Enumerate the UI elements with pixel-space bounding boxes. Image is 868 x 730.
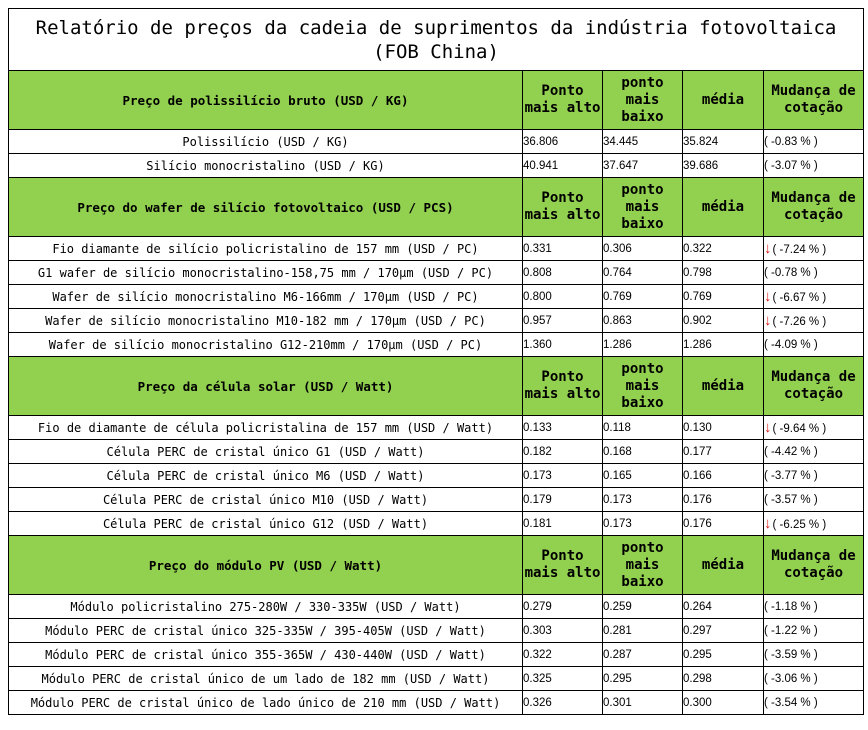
avg-price: 0.176 (683, 512, 764, 536)
table-row (9, 512, 864, 536)
low-price: 0.259 (603, 595, 683, 619)
table-row (9, 619, 864, 643)
low-price: 1.286 (603, 333, 683, 357)
down-arrow-icon: ↓ (764, 312, 772, 329)
high-price: 0.325 (523, 667, 603, 691)
col-header-change: Mudança de cotação (764, 71, 864, 130)
change-value: ( -4.42 % ) (764, 445, 818, 458)
avg-price: 0.300 (683, 691, 764, 715)
product-name: Wafer de silício monocristalino G12-210mm / 170μm (USD / PC) (9, 333, 523, 357)
high-price: 40.941 (523, 154, 603, 178)
high-price: 0.133 (523, 416, 603, 440)
price-change (764, 595, 864, 619)
change-value: ( -6.25 % ) (772, 519, 827, 531)
low-price: 0.769 (603, 285, 683, 309)
table-row (9, 309, 864, 333)
col-header-high: Ponto mais alto (523, 71, 603, 130)
price-change (764, 130, 864, 154)
product-name: Silício monocristalino (USD / KG) (9, 154, 523, 178)
low-price: 37.647 (603, 154, 683, 178)
low-price: 34.445 (603, 130, 683, 154)
avg-price: 0.177 (683, 440, 764, 464)
avg-price: 0.297 (683, 619, 764, 643)
avg-price: 0.798 (683, 261, 764, 285)
price-report-table (8, 8, 864, 715)
section-header-row (9, 71, 864, 130)
high-price: 36.806 (523, 130, 603, 154)
down-arrow-icon: ↓ (764, 288, 772, 305)
table-row (9, 643, 864, 667)
report-title: Relatório de preços da cadeia de suprimentos da indústria fotovoltaica (FOB China) (9, 9, 864, 71)
low-price: 0.301 (603, 691, 683, 715)
price-change (764, 237, 864, 261)
section-title: Preço do wafer de silício fotovoltaico (USD / PCS) (9, 178, 523, 237)
low-price: 0.306 (603, 237, 683, 261)
price-change (764, 464, 864, 488)
col-header-change: Mudança de cotação (764, 357, 864, 416)
low-price: 0.173 (603, 488, 683, 512)
product-name: Módulo PERC de cristal único 355-365W / 430-440W (USD / Watt) (9, 643, 523, 667)
avg-price: 35.824 (683, 130, 764, 154)
product-name: Polissilício (USD / KG) (9, 130, 523, 154)
table-row (9, 416, 864, 440)
high-price: 0.800 (523, 285, 603, 309)
low-price: 0.281 (603, 619, 683, 643)
avg-price: 1.286 (683, 333, 764, 357)
col-header-avg: média (683, 178, 764, 237)
price-change (764, 643, 864, 667)
low-price: 0.287 (603, 643, 683, 667)
high-price: 0.279 (523, 595, 603, 619)
product-name: Wafer de silício monocristalino M10-182 mm / 170μm (USD / PC) (9, 309, 523, 333)
price-change (764, 488, 864, 512)
product-name: Célula PERC de cristal único M10 (USD / Watt) (9, 488, 523, 512)
report-body (9, 9, 864, 715)
col-header-low: ponto mais baixo (603, 536, 683, 595)
high-price: 0.181 (523, 512, 603, 536)
avg-price: 0.166 (683, 464, 764, 488)
table-row (9, 285, 864, 309)
col-header-avg: média (683, 536, 764, 595)
change-value: ( -4.09 % ) (764, 338, 818, 351)
change-value: ( -0.78 % ) (764, 266, 818, 279)
product-name: Fio de diamante de célula policristalina de 157 mm (USD / Watt) (9, 416, 523, 440)
price-change (764, 154, 864, 178)
low-price: 0.764 (603, 261, 683, 285)
col-header-low: ponto mais baixo (603, 71, 683, 130)
high-price: 0.326 (523, 691, 603, 715)
price-change (764, 512, 864, 536)
section-header-row (9, 357, 864, 416)
avg-price: 0.298 (683, 667, 764, 691)
table-row (9, 130, 864, 154)
avg-price: 0.176 (683, 488, 764, 512)
table-row (9, 237, 864, 261)
product-name: Módulo PERC de cristal único de um lado de 182 mm (USD / Watt) (9, 667, 523, 691)
change-value: ( -9.64 % ) (772, 423, 827, 435)
section-title: Preço da célula solar (USD / Watt) (9, 357, 523, 416)
section-header-row (9, 536, 864, 595)
high-price: 0.182 (523, 440, 603, 464)
change-value: ( -7.24 % ) (772, 244, 827, 256)
low-price: 0.168 (603, 440, 683, 464)
section-title: Preço do módulo PV (USD / Watt) (9, 536, 523, 595)
price-change (764, 333, 864, 357)
title-row (9, 9, 864, 71)
change-value: ( -7.26 % ) (772, 316, 827, 328)
low-price: 0.295 (603, 667, 683, 691)
change-value: ( -1.18 % ) (764, 600, 818, 613)
price-change (764, 416, 864, 440)
col-header-high: Ponto mais alto (523, 536, 603, 595)
col-header-low: ponto mais baixo (603, 357, 683, 416)
high-price: 0.179 (523, 488, 603, 512)
price-change (764, 261, 864, 285)
price-change (764, 667, 864, 691)
col-header-change: Mudança de cotação (764, 178, 864, 237)
col-header-high: Ponto mais alto (523, 357, 603, 416)
high-price: 0.331 (523, 237, 603, 261)
product-name: Célula PERC de cristal único M6 (USD / Watt) (9, 464, 523, 488)
col-header-avg: média (683, 71, 764, 130)
down-arrow-icon: ↓ (764, 419, 772, 436)
col-header-high: Ponto mais alto (523, 178, 603, 237)
low-price: 0.165 (603, 464, 683, 488)
table-row (9, 691, 864, 715)
high-price: 0.303 (523, 619, 603, 643)
product-name: Célula PERC de cristal único G1 (USD / Watt) (9, 440, 523, 464)
change-value: ( -1.22 % ) (764, 624, 818, 637)
avg-price: 0.769 (683, 285, 764, 309)
product-name: Wafer de silício monocristalino M6-166mm / 170μm (USD / PC) (9, 285, 523, 309)
avg-price: 0.902 (683, 309, 764, 333)
high-price: 0.173 (523, 464, 603, 488)
section-title: Preço de polissilício bruto (USD / KG) (9, 71, 523, 130)
table-row (9, 154, 864, 178)
col-header-avg: média (683, 357, 764, 416)
low-price: 0.118 (603, 416, 683, 440)
table-row (9, 595, 864, 619)
change-value: ( -3.57 % ) (764, 493, 818, 506)
col-header-low: ponto mais baixo (603, 178, 683, 237)
avg-price: 0.264 (683, 595, 764, 619)
section-header-row (9, 178, 864, 237)
price-change (764, 440, 864, 464)
product-name: Módulo policristalino 275-280W / 330-335W (USD / Watt) (9, 595, 523, 619)
change-value: ( -6.67 % ) (772, 292, 827, 304)
avg-price: 0.295 (683, 643, 764, 667)
product-name: Módulo PERC de cristal único de lado único de 210 mm (USD / Watt) (9, 691, 523, 715)
high-price: 0.808 (523, 261, 603, 285)
change-value: ( -3.54 % ) (764, 696, 818, 709)
change-value: ( -3.07 % ) (764, 159, 818, 172)
down-arrow-icon: ↓ (764, 515, 772, 532)
product-name: Célula PERC de cristal único G12 (USD / Watt) (9, 512, 523, 536)
low-price: 0.173 (603, 512, 683, 536)
table-row (9, 488, 864, 512)
low-price: 0.863 (603, 309, 683, 333)
table-row (9, 464, 864, 488)
high-price: 0.957 (523, 309, 603, 333)
avg-price: 39.686 (683, 154, 764, 178)
change-value: ( -3.59 % ) (764, 648, 818, 661)
table-row (9, 333, 864, 357)
table-row (9, 261, 864, 285)
avg-price: 0.322 (683, 237, 764, 261)
table-row (9, 440, 864, 464)
avg-price: 0.130 (683, 416, 764, 440)
table-row (9, 667, 864, 691)
product-name: G1 wafer de silício monocristalino-158,75 mm / 170μm (USD / PC) (9, 261, 523, 285)
change-value: ( -3.77 % ) (764, 469, 818, 482)
price-change (764, 309, 864, 333)
price-change (764, 691, 864, 715)
product-name: Fio diamante de silício policristalino de 157 mm (USD / PC) (9, 237, 523, 261)
price-change (764, 285, 864, 309)
change-value: ( -0.83 % ) (764, 135, 818, 148)
high-price: 0.322 (523, 643, 603, 667)
change-value: ( -3.06 % ) (764, 672, 818, 685)
product-name: Módulo PERC de cristal único 325-335W / 395-405W (USD / Watt) (9, 619, 523, 643)
col-header-change: Mudança de cotação (764, 536, 864, 595)
high-price: 1.360 (523, 333, 603, 357)
down-arrow-icon: ↓ (764, 240, 772, 257)
price-change (764, 619, 864, 643)
